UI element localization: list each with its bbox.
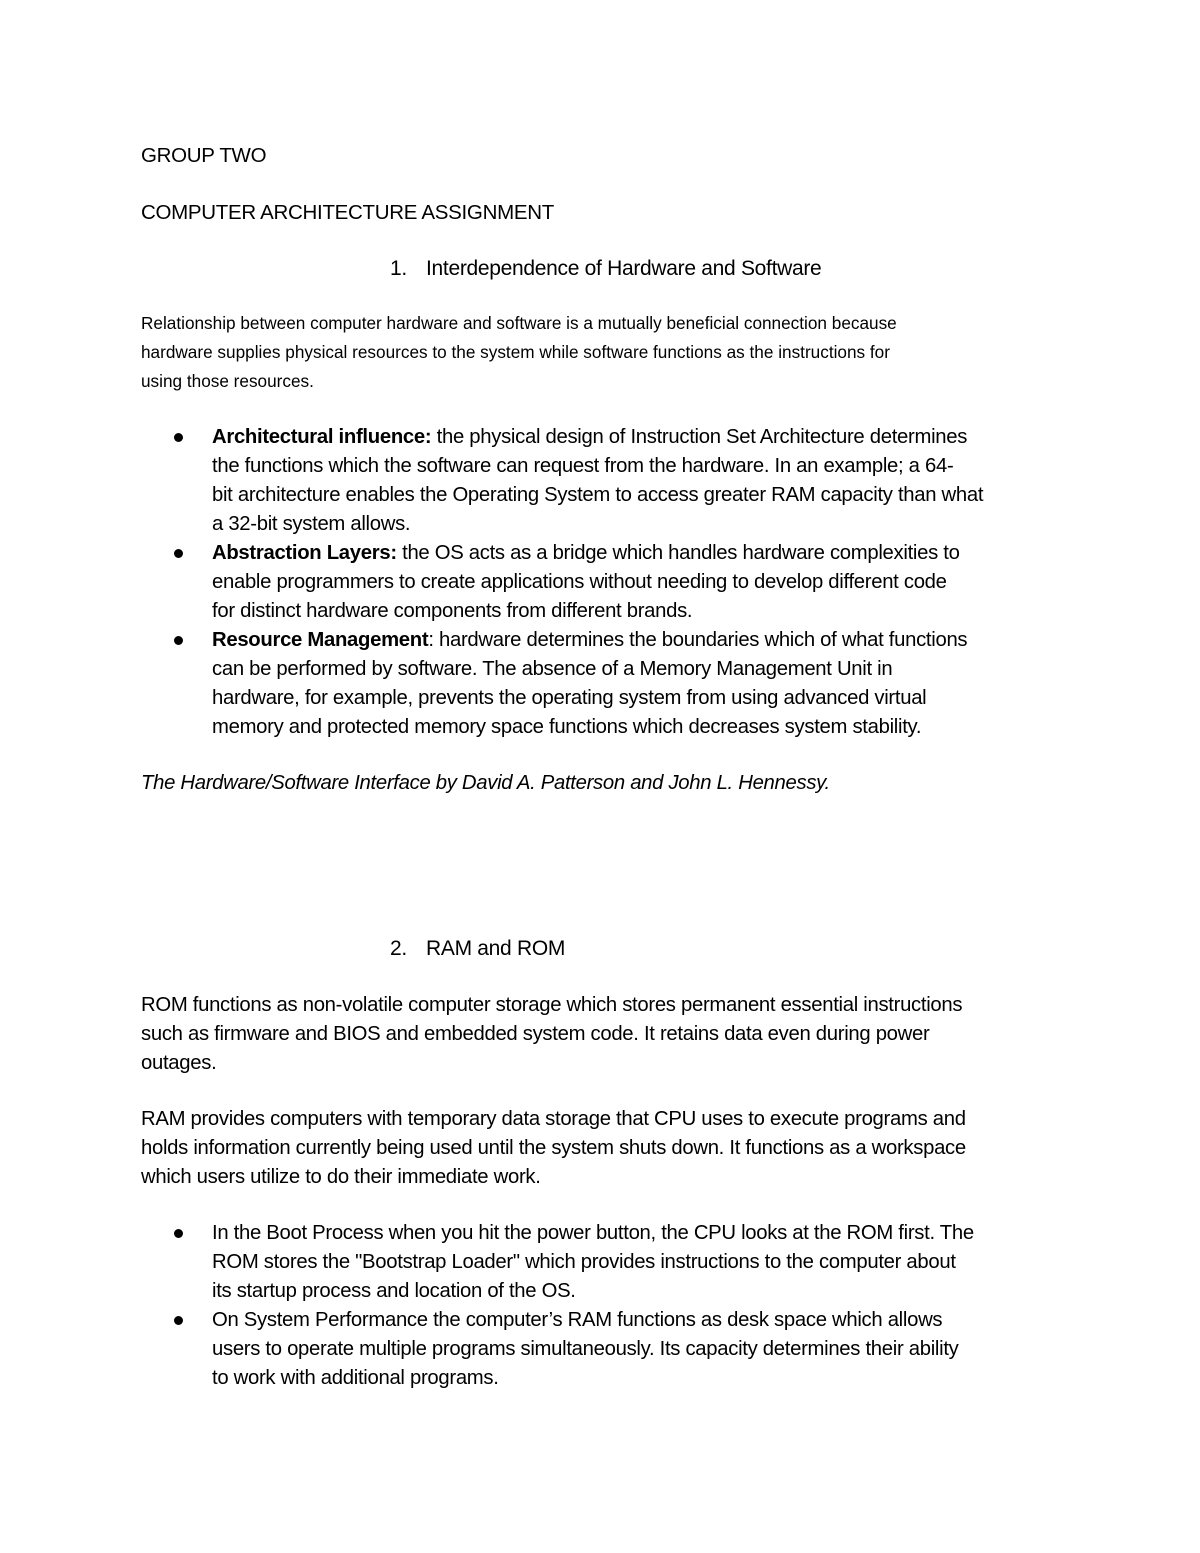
bullet-line: hardware, for example, prevents the operating system from using advanced virtual [212,687,927,709]
bullet-line: On System Performance the computer’s RAM functions as desk space which allows [212,1309,943,1331]
rom-paragraph [141,991,1071,1078]
bullet-text: the OS acts as a bridge which handles hardware complexities to [396,542,960,564]
paragraph-line: holds information currently being used until the system shuts down. It functions as a workspace [141,1137,966,1159]
section-1-bullet-list [141,423,1081,742]
bullet-dot-icon [174,1316,183,1325]
bullet-first-line [212,423,1081,452]
section-1-title: Interdependence of Hardware and Software [426,257,822,280]
intro-line: Relationship between computer hardware and software is a mutually beneficial connection because [141,313,897,333]
paragraph-line: RAM provides computers with temporary data storage that CPU uses to execute programs and [141,1108,966,1130]
citation: The Hardware/Software Interface by David A. Patterson and John L. Hennessy. [141,772,830,794]
bullet-text: the physical design of Instruction Set Architecture determines [431,426,968,448]
bullet-dot-icon [174,433,183,442]
paragraph-line: which users utilize to do their immediate work. [141,1166,541,1188]
section-1-intro [141,309,1041,396]
bullet-architectural-influence [141,423,1081,539]
ram-paragraph [141,1105,1071,1192]
bullet-line: ROM stores the "Bootstrap Loader" which provides instructions to the computer about [212,1251,956,1273]
bullet-dot-icon [174,636,183,645]
bullet-first-line [212,626,1081,655]
bullet-term: Resource Management [212,629,429,651]
bullet-line: enable programmers to create applications without needing to develop different code [212,571,947,593]
section-1-heading [390,255,821,283]
document-title: COMPUTER ARCHITECTURE ASSIGNMENT [141,201,554,224]
bullet-line: its startup process and location of the OS. [212,1280,576,1302]
paragraph-line: such as firmware and BIOS and embedded system code. It retains data even during power [141,1023,930,1045]
section-1-number: 1. [390,257,407,280]
paragraph-line: outages. [141,1052,217,1074]
bullet-boot-process [141,1219,1081,1306]
bullet-text: : hardware determines the boundaries which of what functions [428,629,968,651]
section-2-number: 2. [390,937,407,960]
bullet-line: a 32-bit system allows. [212,513,411,535]
section-2-heading [390,935,565,963]
bullet-line: the functions which the software can request from the hardware. In an example; a 64- [212,455,954,477]
bullet-dot-icon [174,1229,183,1238]
bullet-dot-icon [174,549,183,558]
bullet-first-line [212,539,1081,568]
intro-line: using those resources. [141,371,314,391]
intro-line: hardware supplies physical resources to the system while software functions as the instructions for [141,342,890,362]
group-label: GROUP TWO [141,144,267,167]
bullet-line: for distinct hardware components from different brands. [212,600,693,622]
bullet-line: bit architecture enables the Operating System to access greater RAM capacity than what [212,484,984,506]
bullet-abstraction-layers [141,539,1081,626]
bullet-line: memory and protected memory space functions which decreases system stability. [212,716,922,738]
bullet-term: Architectural influence: [212,426,432,448]
paragraph-line: ROM functions as non-volatile computer storage which stores permanent essential instructions [141,994,963,1016]
bullet-line: users to operate multiple programs simultaneously. Its capacity determines their ability [212,1338,959,1360]
bullet-line: can be performed by software. The absence of a Memory Management Unit in [212,658,893,680]
bullet-term: Abstraction Layers: [212,542,397,564]
bullet-line: to work with additional programs. [212,1367,499,1389]
section-2-title: RAM and ROM [426,937,566,960]
bullet-system-performance [141,1306,1081,1393]
bullet-line: In the Boot Process when you hit the power button, the CPU looks at the ROM first. The [212,1222,974,1244]
section-2-bullet-list [141,1219,1081,1393]
bullet-resource-management [141,626,1081,742]
